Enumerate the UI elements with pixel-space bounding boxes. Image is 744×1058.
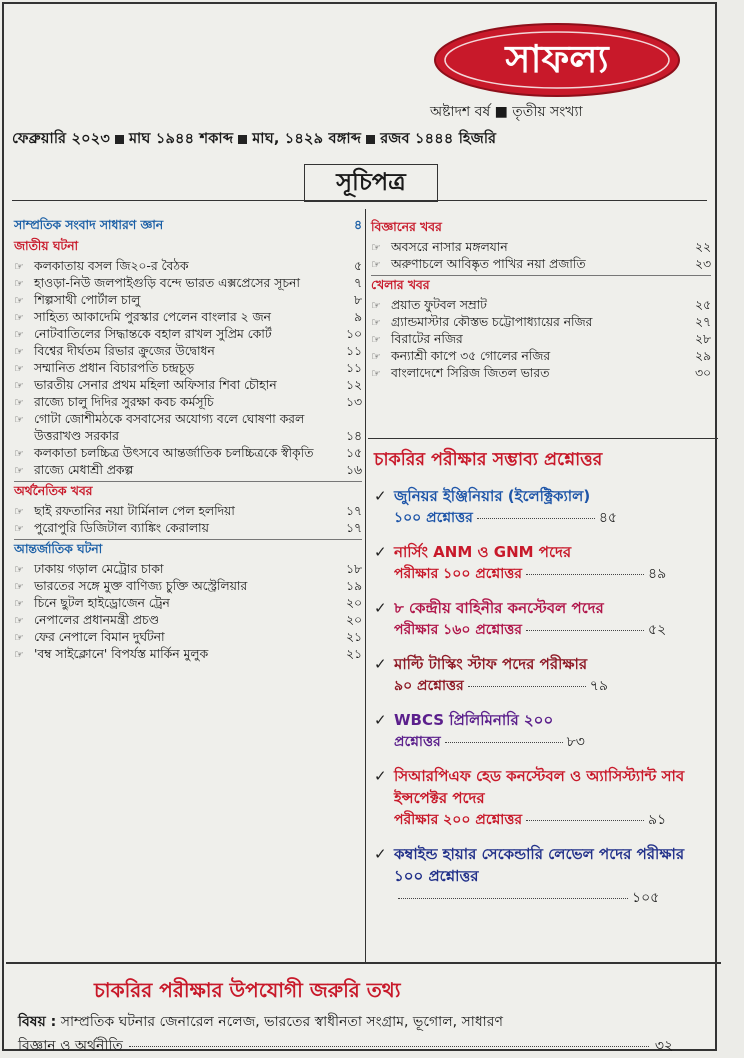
entry-title: বিশ্বের দীর্ঘতম রিভার ক্রুজের উদ্বোধন <box>34 344 215 358</box>
entry-title: গোটা জোশীমঠকে বসবাসের অযোগ্য বলে ঘোষণা করল উত্তরাখণ্ড সরকার <box>34 412 305 443</box>
page-number: ১৩ <box>346 395 362 409</box>
toc-entry[interactable] <box>14 595 362 612</box>
pointing-hand-icon: ☞ <box>371 367 381 380</box>
exam-entry-title: WBCS প্রিলিমিনারি ২০০ <box>394 711 554 729</box>
entry-title: ছাই রফতানির নয়া টার্মিনাল পেল হলদিয়া <box>34 504 235 518</box>
exam-entry-subtitle: পরীক্ষার ১৬০ প্রশ্নোত্তর <box>394 622 523 638</box>
page-number: ১৫ <box>346 446 362 460</box>
subject-label: বিষয় : <box>18 1014 57 1030</box>
dot-leader <box>445 742 563 743</box>
entry-title: কন্যাশ্রী কাপে ৩৫ গোলের নজির <box>391 349 551 363</box>
pointing-hand-icon: ☞ <box>14 362 24 375</box>
dot-leader <box>526 574 644 575</box>
dot-leader <box>398 898 628 899</box>
pointing-hand-icon: ☞ <box>14 311 24 324</box>
page-number: ২০ <box>346 613 362 627</box>
dot-leader <box>526 820 644 821</box>
date-bangla: মাঘ, ১৪২৯ বঙ্গাব্দ <box>252 131 362 147</box>
exam-entry[interactable] <box>374 765 706 831</box>
page-number: ৯১ <box>648 812 667 828</box>
toc-entry[interactable] <box>371 314 711 331</box>
footer-box <box>6 962 721 1057</box>
entry-title: ভারতীয় সেনার প্রথম মহিলা অফিসার শিবা চৌহান <box>34 378 277 392</box>
checkmark-icon: ✓ <box>374 845 387 863</box>
page-number: ৪ <box>354 218 362 232</box>
page-number: ১১ <box>346 344 362 358</box>
exam-section-title: চাকরির পরীক্ষার সম্ভাব্য প্রশ্নোত্তর <box>374 450 603 470</box>
date-hijri: রজব ১৪৪৪ হিজরি <box>380 131 497 147</box>
entry-title: বিরাটের নজির <box>391 332 463 346</box>
entry-title: গ্র্যান্ডমাস্টার কৌস্তভ চট্টোপাধ্যায়ের নজির <box>391 315 593 329</box>
exam-entry[interactable] <box>374 709 706 753</box>
pointing-hand-icon: ☞ <box>14 379 24 392</box>
exam-entry[interactable] <box>374 843 706 909</box>
entry-title: ফের নেপালে বিমান দুর্ঘটনা <box>34 630 165 644</box>
toc-title: সূচিপত্র <box>304 164 438 202</box>
exam-entry-title: ৮ কেন্দ্রীয় বাহিনীর কনস্টেবল পদের <box>394 599 604 617</box>
page-number: ১৯ <box>346 579 362 593</box>
pointing-hand-icon: ☞ <box>371 258 381 271</box>
page-number: ৪৯ <box>648 566 667 582</box>
toc-left-column <box>14 214 362 663</box>
exam-entry-subtitle: পরীক্ষার ১০০ প্রশ্নোত্তর <box>394 566 523 582</box>
entry-title: প্রয়াত ফুটবল সম্রাট <box>391 298 487 312</box>
exam-entry-title: মাল্টি টাস্কিং স্টাফ পদের পরীক্ষার <box>394 655 588 673</box>
page-number: ১২ <box>346 378 362 392</box>
toc-right-column <box>371 216 711 382</box>
toc-entry[interactable] <box>14 275 362 292</box>
page-number: ৯ <box>354 310 362 324</box>
page-number: ১৭ <box>346 504 362 518</box>
entry-title: সাহিত্য আকাদেমি পুরস্কার পেলেন বাংলার ২ জন <box>34 310 271 324</box>
page-number: ২২ <box>695 240 711 254</box>
section-title-sports: খেলার খবর <box>371 275 711 295</box>
checkmark-icon: ✓ <box>374 543 387 561</box>
subject-text: সাম্প্রতিক ঘটনার জেনারেল নলেজ, ভারতের স্বাধীনতা সংগ্রাম, ভূগোল, সাধারণ <box>60 1014 503 1030</box>
checkmark-icon: ✓ <box>374 711 387 729</box>
pointing-hand-icon: ☞ <box>14 631 24 644</box>
exam-entry-detail <box>394 619 706 641</box>
entry-title: রাজ্যে চালু দিদির সুরক্ষা কবচ কর্মসূচি <box>34 395 214 409</box>
pointing-hand-icon: ☞ <box>14 580 24 593</box>
pointing-hand-icon: ☞ <box>371 333 381 346</box>
separator-square <box>238 135 247 144</box>
toc-entry[interactable] <box>371 297 711 314</box>
entry-title: হাওড়া-নিউ জলপাইগুড়ি বন্দে ভারত এক্সপ্রেসের সূচনা <box>34 276 300 290</box>
footer-title: চাকরির পরীক্ষার উপযোগী জরুরি তথ্য <box>94 978 401 1002</box>
toc-entry[interactable] <box>14 629 362 646</box>
exam-list <box>374 485 706 921</box>
subject-text-2: বিজ্ঞান ও অর্থনীতি <box>18 1038 123 1054</box>
date-saka: মাঘ ১৯৪৪ শকাব্দ <box>128 131 234 147</box>
page-number: ২৯ <box>695 349 711 363</box>
pointing-hand-icon: ☞ <box>14 505 24 518</box>
exam-entry-detail <box>394 675 706 697</box>
pointing-hand-icon: ☞ <box>14 614 24 627</box>
magazine-page <box>2 2 717 1054</box>
entry-title: নেপালের প্রধানমন্ত্রী প্রচণ্ড <box>34 613 160 627</box>
page-number: ১৭ <box>346 521 362 535</box>
pointing-hand-icon: ☞ <box>371 299 381 312</box>
exam-entry[interactable] <box>374 597 706 641</box>
page-number: ৩২ <box>654 1038 674 1054</box>
entry-title: কলকাতা চলচ্চিত্র উৎসবে আন্তর্জাতিক চলচ্চিত্রকে স্বীকৃতি <box>34 446 314 460</box>
toc-entry[interactable] <box>14 394 362 411</box>
section-title-national: জাতীয় ঘটনা <box>14 239 79 253</box>
entry-title: 'বম্ব সাইক্লোনে' বিপর্যস্ত মার্কিন মুলুক <box>34 647 209 661</box>
toc-entry[interactable] <box>14 462 362 479</box>
section-title-economic: অর্থনৈতিক খবর <box>14 481 362 501</box>
toc-entry[interactable] <box>14 561 362 578</box>
entry-title: অবসরে নাসার মঙ্গলযান <box>391 240 508 254</box>
exam-entry-title: নার্সিং ANM ও GNM পদের <box>394 543 572 561</box>
exam-entry-detail <box>394 731 706 753</box>
toc-section-current-affairs[interactable] <box>14 216 362 235</box>
toc-entry[interactable] <box>14 503 362 520</box>
pointing-hand-icon: ☞ <box>371 241 381 254</box>
exam-entry-detail <box>394 507 706 529</box>
page-number: ৮৩ <box>566 734 585 750</box>
toc-entry[interactable] <box>371 256 711 273</box>
pointing-hand-icon: ☞ <box>14 597 24 610</box>
entry-title: শিল্পসাথী পোর্টাল চালু <box>34 293 141 307</box>
dot-leader <box>129 1046 649 1047</box>
page-number: ২৫ <box>695 298 711 312</box>
section-title: সাম্প্রতিক সংবাদ সাধারণ জ্ঞান <box>14 218 164 232</box>
checkmark-icon: ✓ <box>374 655 387 673</box>
toc-entry[interactable] <box>371 365 711 382</box>
page-number: ২৩ <box>695 257 711 271</box>
entry-title: অরুণাচলে আবিষ্কৃত পাখির নয়া প্রজাতি <box>391 257 586 271</box>
toc-entry[interactable] <box>14 360 362 377</box>
footer-subject-line-2 <box>18 1034 708 1058</box>
exam-entry[interactable] <box>374 485 706 529</box>
entry-title: চিনে ছুটল হাইড্রোজেন ট্রেন <box>34 596 170 610</box>
dot-leader <box>526 630 644 631</box>
section-title-science: বিজ্ঞানের খবর <box>371 220 442 234</box>
exam-section <box>368 438 718 963</box>
dot-leader <box>468 686 586 687</box>
toc-entry[interactable] <box>14 377 362 394</box>
page-number: ১৪ <box>346 429 362 443</box>
toc-entry[interactable] <box>14 578 362 595</box>
page-number: ১১ <box>346 361 362 375</box>
page-number: ৫২ <box>648 622 667 638</box>
pointing-hand-icon: ☞ <box>14 260 24 273</box>
toc-entry[interactable] <box>371 348 711 365</box>
pointing-hand-icon: ☞ <box>14 328 24 341</box>
page-number: ২০ <box>346 596 362 610</box>
separator-square <box>366 135 375 144</box>
exam-entry[interactable] <box>374 653 706 697</box>
toc-entry[interactable] <box>14 520 362 537</box>
page-number: ১০৫ <box>632 890 660 906</box>
page-number: ৭ <box>354 276 362 290</box>
page-number: ২১ <box>346 630 362 644</box>
toc-entry[interactable] <box>371 239 711 256</box>
toc-entry[interactable] <box>14 343 362 360</box>
entry-title: বাংলাদেশে সিরিজ জিতল ভারত <box>391 366 550 380</box>
toc-entry[interactable] <box>14 326 362 343</box>
page-number: ২৭ <box>695 315 711 329</box>
toc-entry[interactable] <box>14 292 362 309</box>
toc-entry[interactable] <box>371 331 711 348</box>
toc-entry[interactable] <box>14 646 362 663</box>
toc-entry[interactable] <box>14 258 362 275</box>
pointing-hand-icon: ☞ <box>14 522 24 535</box>
exam-entry-detail <box>394 809 706 831</box>
entry-title: কলকাতায় বসল জি২০-র বৈঠক <box>34 259 189 273</box>
pointing-hand-icon: ☞ <box>14 345 24 358</box>
column-divider <box>365 209 366 962</box>
magazine-logo <box>432 12 682 102</box>
exam-entry-subtitle: পরীক্ষার ২০০ প্রশ্নোত্তর <box>394 812 523 828</box>
exam-entry-title: সিআরপিএফ হেড কনস্টেবল ও অ্যাসিস্ট্যান্ট সাব ইন্সপেক্টর পদের <box>394 767 685 807</box>
separator-square <box>115 135 124 144</box>
toc-entry[interactable] <box>14 309 362 326</box>
entry-title: ভারতের সঙ্গে মুক্ত বাণিজ্য চুক্তি অস্ট্রেলিয়ার <box>34 579 248 593</box>
page-number: ৫ <box>354 259 362 273</box>
dateline <box>12 128 496 152</box>
exam-entry-title: জুনিয়র ইঞ্জিনিয়ার (ইলেক্ট্রিক্যাল) <box>394 487 591 505</box>
pointing-hand-icon: ☞ <box>14 277 24 290</box>
page-number: ১০ <box>346 327 362 341</box>
toc-rule <box>12 200 707 201</box>
toc-entry[interactable] <box>14 612 362 629</box>
checkmark-icon: ✓ <box>374 487 387 505</box>
exam-entry-subtitle: প্রশ্নোত্তর <box>394 734 441 750</box>
pointing-hand-icon: ☞ <box>14 563 24 576</box>
entry-title: পুরোপুরি ডিজিটাল ব্যাঙ্কিং কেরালায় <box>34 521 209 535</box>
page-number: ১৬ <box>346 463 362 477</box>
exam-entry-subtitle: ১০০ প্রশ্নোত্তর <box>394 510 473 526</box>
toc-entry[interactable] <box>14 411 362 445</box>
pointing-hand-icon: ☞ <box>14 396 24 409</box>
page-number: ২৮ <box>695 332 711 346</box>
dot-leader <box>477 518 595 519</box>
checkmark-icon: ✓ <box>374 599 387 617</box>
pointing-hand-icon: ☞ <box>371 350 381 363</box>
exam-entry-detail <box>394 887 706 909</box>
logo-text: সাফল্য <box>505 37 609 81</box>
pointing-hand-icon: ☞ <box>371 316 381 329</box>
page-number: ৭৯ <box>589 678 608 694</box>
exam-entry-title: কম্বাইন্ড হায়ার সেকেন্ডারি লেভেল পদের পরীক্ষার ১০০ প্রশ্নোত্তর <box>394 845 685 885</box>
entry-title: রাজ্যে মেধাশ্রী প্রকল্প <box>34 463 134 477</box>
toc-entry[interactable] <box>14 445 362 462</box>
pointing-hand-icon: ☞ <box>14 413 24 426</box>
page-number: ৪৫ <box>598 510 617 526</box>
exam-entry-detail <box>394 563 706 585</box>
entry-title: ঢাকায় গড়াল মেট্রোর চাকা <box>34 562 164 576</box>
date-gregorian: ফেব্রুয়ারি ২০২৩ <box>12 131 110 147</box>
exam-entry[interactable] <box>374 541 706 585</box>
issue-line: অষ্টাদশ বর্ষ ■ তৃতীয় সংখ্যা <box>430 104 583 120</box>
pointing-hand-icon: ☞ <box>14 294 24 307</box>
pointing-hand-icon: ☞ <box>14 464 24 477</box>
checkmark-icon: ✓ <box>374 767 387 785</box>
pointing-hand-icon: ☞ <box>14 447 24 460</box>
section-title-international: আন্তর্জাতিক ঘটনা <box>14 539 362 559</box>
entry-title: সম্মানিত প্রধান বিচারপতি চন্দ্রচূড় <box>34 361 195 375</box>
pointing-hand-icon: ☞ <box>14 648 24 661</box>
exam-entry-subtitle: ৯০ প্রশ্নোত্তর <box>394 678 464 694</box>
footer-subject-line <box>18 1010 503 1034</box>
page-number: ১৮ <box>346 562 362 576</box>
page-number: ৮ <box>354 293 362 307</box>
page-number: ৩০ <box>695 366 711 380</box>
entry-title: নোটবাতিলের সিদ্ধান্তকে বহাল রাখল সুপ্রিম কোর্ট <box>34 327 272 341</box>
page-number: ২১ <box>346 647 362 661</box>
